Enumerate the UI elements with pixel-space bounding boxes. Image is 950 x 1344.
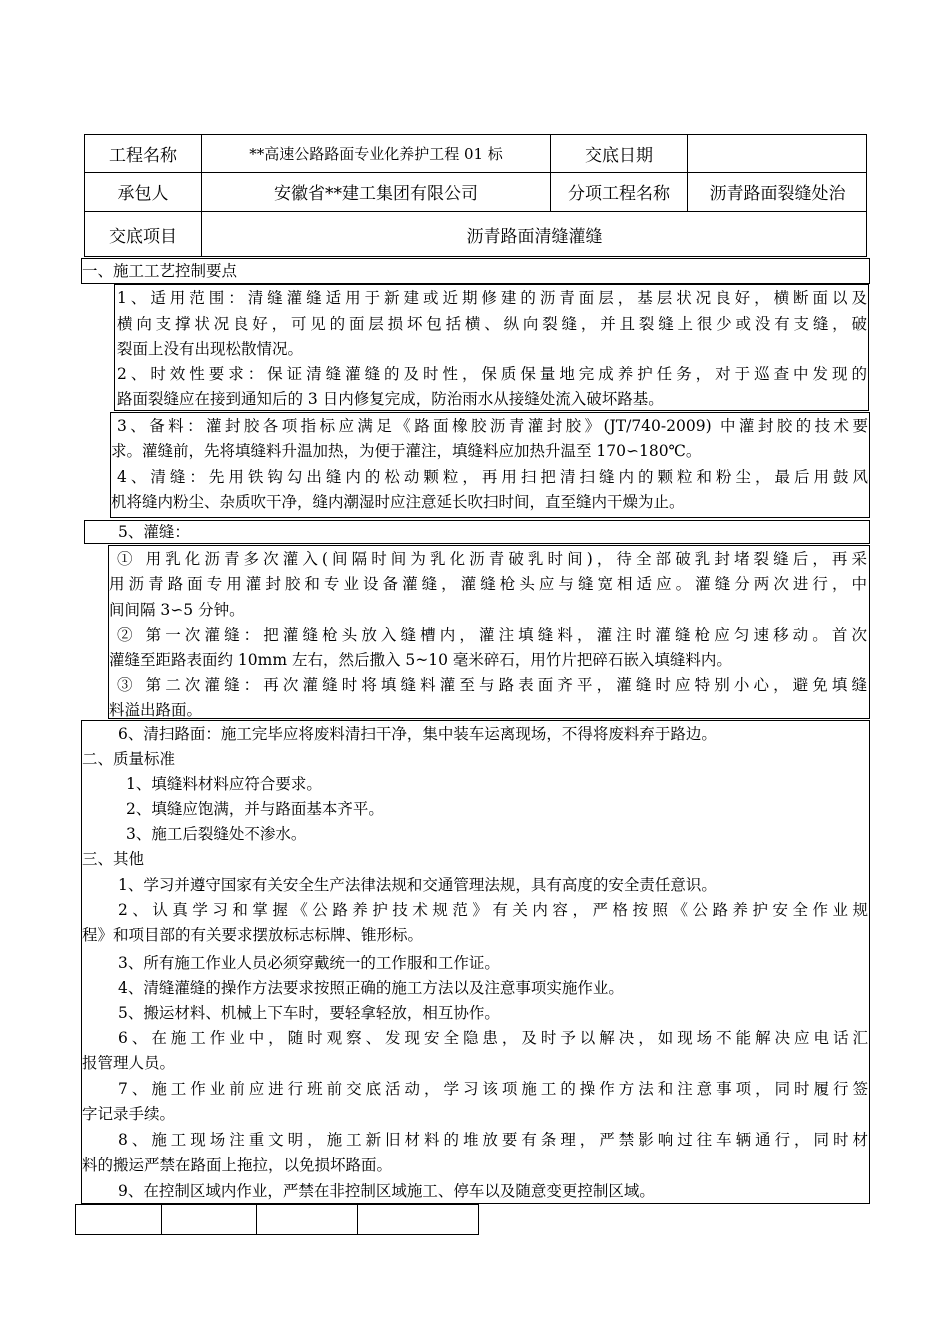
sub-project: 沥青路面裂缝处治 xyxy=(709,184,846,204)
section3-item-8-line2: 料的搬运严禁在路面上拖拉，以免损坏路面。 xyxy=(82,1156,393,1174)
section1-heading: 一、施工工艺控制要点 xyxy=(82,262,238,280)
section3-heading: 三、其他 xyxy=(82,850,145,868)
p5a-line3: 间间隔 3∽5 分钟。 xyxy=(109,601,245,619)
section3-item-7-line2: 字记录手续。 xyxy=(82,1105,176,1123)
contractor: 安徽省**建工集团有限公司 xyxy=(274,184,478,204)
section3-item-7-line1: 7、施工作业前应进行班前交底活动，学习该项施工的操作方法和注意事项，同时履行签 xyxy=(118,1080,868,1098)
section3-item-6-line2: 报管理人员。 xyxy=(82,1054,176,1072)
section2-heading: 二、质量标准 xyxy=(82,750,176,768)
signature-cell-1 xyxy=(75,1204,162,1235)
contractor-label: 承包人 xyxy=(117,184,169,204)
item-label: 交底项目 xyxy=(109,226,177,247)
section3-item-4: 4、清缝灌缝的操作方法要求按照正确的施工方法以及注意事项实施作业。 xyxy=(118,979,624,997)
section2-item-3: 3、施工后裂缝处不渗水。 xyxy=(126,825,307,843)
item: 沥青路面清缝灌缝 xyxy=(466,226,603,247)
p5c-line1: ③ 第二次灌缝：再次灌缝时将填缝料灌至与路表面齐平，灌缝时应特别小心，避免填缝 xyxy=(117,676,867,694)
project-name-label: 工程名称 xyxy=(109,145,177,166)
p5b-line1: ② 第一次灌缝：把灌缝枪头放入缝槽内，灌注填缝料，灌注时灌缝枪应匀速移动。首次 xyxy=(117,626,867,644)
p2-line1: 2、时效性要求：保证清缝灌缝的及时性，保质保量地完成养护任务，对于巡查中发现的 xyxy=(117,365,867,383)
p5a-line1: ① 用乳化沥青多次灌入(间隔时间为乳化沥青破乳时间)，待全部破乳封堵裂缝后，再采 xyxy=(117,550,867,568)
section3-item-2-line1: 2、认真学习和掌握《公路养护技术规范》有关内容，严格按照《公路养护安全作业规 xyxy=(118,901,868,919)
content-box-3 xyxy=(84,520,870,544)
section3-item-5: 5、搬运材料、机械上下车时，要轻拿轻放，相互协作。 xyxy=(118,1004,500,1022)
p1-line1: 1、适用范围：清缝灌缝适用于新建或近期修建的沥青面层，基层状况良好，横断面以及 xyxy=(117,289,867,307)
p5b-line2: 灌缝至距路表面约 10mm 左右，然后撒入 5~10 毫米碎石，用竹片把碎石嵌入填缝料内。 xyxy=(109,651,732,669)
p5a-line2: 用沥青路面专用灌封胶和专业设备灌缝，灌缝枪头应与缝宽相适应。灌缝分两次进行，中 xyxy=(109,575,867,593)
p1-line2: 横向支撑状况良好，可见的面层损坏包括横、纵向裂缝，并且裂缝上很少或没有支缝，破 xyxy=(117,315,867,333)
section2-item-1: 1、填缝料材料应符合要求。 xyxy=(126,775,322,793)
handover-date-label: 交底日期 xyxy=(585,145,653,166)
section3-item-8-line1: 8、施工现场注重文明，施工新旧材料的堆放要有条理，严禁影响过往车辆通行，同时材 xyxy=(118,1131,868,1149)
signature-cell-2 xyxy=(161,1204,257,1235)
section2-item-2: 2、填缝应饱满，并与路面基本齐平。 xyxy=(126,800,384,818)
section3-item-2-line2: 程》和项目部的有关要求摆放标志标牌、锥形标。 xyxy=(82,926,424,944)
sub-project-label: 分项工程名称 xyxy=(568,184,670,204)
section3-item-1: 1、学习并遵守国家有关安全生产法律法规和交通管理法规，具有高度的安全责任意识。 xyxy=(118,876,717,894)
p5c-line2: 料溢出路面。 xyxy=(109,701,203,719)
p5-heading: 5、灌缝： xyxy=(118,523,190,541)
section3-item-6-line1: 6、在施工作业中，随时观察、发现安全隐患，及时予以解决，如现场不能解决应电话汇 xyxy=(118,1029,868,1047)
signature-cell-4 xyxy=(357,1204,479,1235)
p4-line1: 4、清缝：先用铁钩勾出缝内的松动颗粒，再用扫把清扫缝内的颗粒和粉尘，最后用鼓风 xyxy=(117,468,868,486)
p6: 6、清扫路面：施工完毕应将废料清扫干净，集中装车运离现场，不得将废料弃于路边。 xyxy=(118,725,717,743)
section3-item-3: 3、所有施工作业人员必须穿戴统一的工作服和工作证。 xyxy=(118,954,500,972)
handover-date xyxy=(688,134,867,172)
p3-line2: 求。灌缝前，先将填缝料升温加热，为便于灌注，填缝料应加热升温至 170∽180℃。 xyxy=(111,442,702,460)
signature-cell-3 xyxy=(256,1204,358,1235)
p3-line1: 3、备料：灌封胶各项指标应满足《路面橡胶沥青灌封胶》(JT/740-2009) 中灌封胶的技术要 xyxy=(117,417,868,435)
section3-item-9: 9、在控制区域内作业，严禁在非控制区域施工、停车以及随意变更控制区域。 xyxy=(118,1182,655,1200)
p1-line3: 裂面上没有出现松散情况。 xyxy=(117,340,304,358)
p4-line2: 机将缝内粉尘、杂质吹干净，缝内潮湿时应注意延长吹扫时间，直至缝内干燥为止。 xyxy=(111,493,685,511)
project-name: **高速公路路面专业化养护工程 01 标 xyxy=(249,144,503,163)
p2-line2: 路面裂缝应在接到通知后的 3 日内修复完成，防治雨水从接缝处流入破坏路基。 xyxy=(117,390,664,408)
